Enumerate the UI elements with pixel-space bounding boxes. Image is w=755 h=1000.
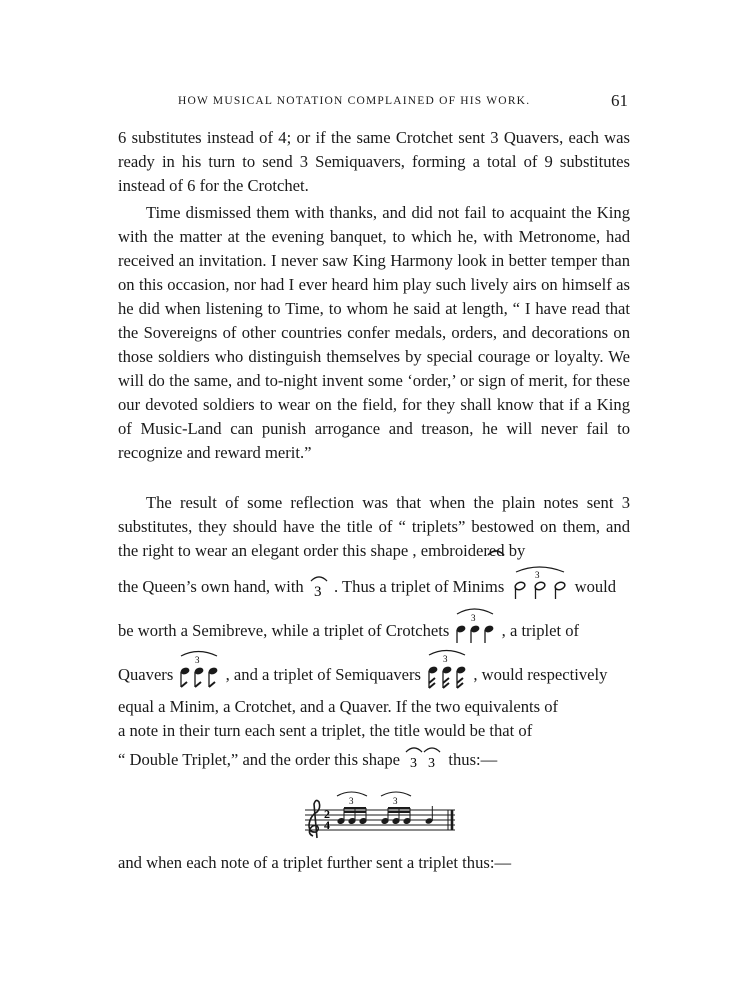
running-header — [178, 91, 628, 115]
double-triplet-mark-icon — [404, 743, 444, 771]
triplet-numeral: 3 — [349, 796, 354, 806]
line-text: , a triplet of — [501, 620, 580, 640]
line-minims — [118, 570, 630, 600]
line-5: a note in their turn each sent a triplet, the title would be that of — [118, 721, 533, 740]
line-text: . Thus a triplet of Minims — [334, 576, 505, 596]
triplet-numeral: 3 — [471, 613, 476, 623]
semiquaver-triplet-icon — [425, 648, 469, 690]
minim-triplet-icon — [508, 564, 570, 600]
line-final: and when each note of a triplet further sent a triplet thus:— — [118, 853, 512, 872]
triplet-numeral: 3 — [393, 796, 398, 806]
quaver-triplet-icon — [177, 649, 221, 689]
paragraph-3 — [118, 491, 630, 563]
triplet-numeral: 3 — [313, 584, 322, 599]
triplet-mark-icon — [308, 571, 330, 599]
line-double-triplet — [118, 750, 630, 771]
order-arc-icon — [486, 547, 506, 557]
triplet-numeral: 3 — [535, 570, 540, 580]
line-crotchets — [118, 613, 630, 644]
music-staff-example — [303, 788, 463, 840]
time-signature-bottom: 4 — [324, 818, 330, 832]
triplet-numeral: 3 — [428, 756, 436, 772]
triplet-numeral: 3 — [195, 655, 200, 665]
line-text: Quavers — [118, 664, 174, 684]
crotchet-triplet-icon — [453, 606, 497, 644]
paragraph-3-text: The result of some reflection was that when the plain notes sent 3 substitutes, they should have the title of “ triplets” bestowed on them, and the right to wear an elegant order this shape , embroidered by — [118, 493, 630, 560]
line-text: “ Double Triplet,” and the order this shape — [118, 750, 401, 769]
paragraph-1: 6 substitutes instead of 4; or if the same Crotchet sent 3 Quavers, each was ready in his turn to send 3 Semiquavers, forming a total of 9 substitutes instead of 6 for the Crotchet. — [118, 128, 630, 195]
line-4: equal a Minim, a Crotchet, and a Quaver. If the two equivalents of — [118, 697, 559, 716]
running-title: HOW MUSICAL NOTATION COMPLAINED OF HIS WORK. — [178, 95, 531, 107]
line-text: , and a triplet of Semiquavers — [225, 664, 421, 684]
line-text: be worth a Semibreve, while a triplet of Crotchets — [118, 620, 450, 640]
triplet-numeral: 3 — [410, 756, 418, 772]
line-text: the Queen’s own hand, with — [118, 576, 304, 596]
triplet-numeral: 3 — [443, 654, 448, 664]
line-text: , would respectively — [473, 664, 608, 684]
treble-clef-icon — [309, 800, 320, 838]
time-signature-top: 2 — [324, 807, 330, 821]
paragraph-2: Time dismissed them with thanks, and did not fail to acquaint the King with the matter at the evening banquet, to which he, with Metronome, had received an invitation. I never saw King Harmony look in better temper than on this occasion, nor had I ever heard him play such lively airs on himself as he did when listening to Time, to whom he said at length, “ I have read that the Sovereigns of other countries confer medals, orders, and decorations on those soldiers who distinguish themselves by special courage or loyalty. We will do the same, and to-night invent some ‘order,’ or sign of merit, for these our devoted soldiers to wear on the field, for they shall know that if a King of Music-Land can punish arrogance and treason, he will never fail to recognize and reward merit.” — [118, 203, 630, 462]
line-text: would — [574, 576, 617, 596]
line-quavers — [118, 654, 630, 690]
page-number: 61 — [611, 91, 628, 110]
line-text: thus:— — [448, 750, 498, 769]
